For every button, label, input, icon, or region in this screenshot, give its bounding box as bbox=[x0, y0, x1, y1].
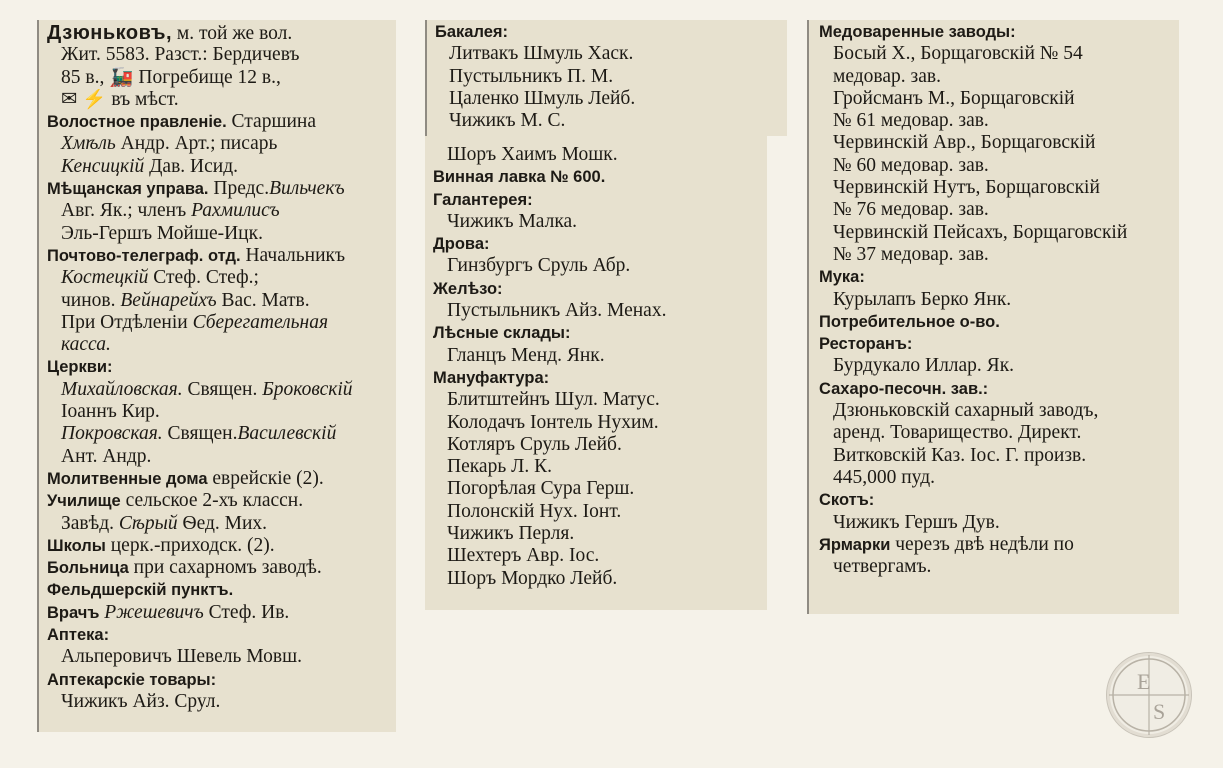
text-line bbox=[819, 43, 1173, 65]
text-line bbox=[435, 43, 781, 65]
text-line bbox=[47, 200, 390, 222]
text-line bbox=[433, 545, 761, 567]
text: 85 в., bbox=[61, 66, 110, 88]
text-line bbox=[433, 523, 761, 545]
column-middle-top bbox=[425, 20, 787, 136]
section-heading: Почтово-телеграф. отд. bbox=[47, 246, 241, 265]
section-heading: Сахаро-песочн. зав.: bbox=[819, 379, 989, 398]
text-line bbox=[819, 422, 1173, 444]
text: Чижикъ Перля. bbox=[447, 523, 575, 545]
text-line bbox=[433, 233, 761, 255]
text: четвергамъ. bbox=[833, 556, 932, 578]
section-heading: Аптека: bbox=[47, 626, 110, 645]
section-heading: Галантерея: bbox=[433, 190, 533, 209]
section-heading: Молитвенные дома bbox=[47, 469, 208, 488]
text-line bbox=[819, 378, 1173, 400]
text-line bbox=[47, 22, 390, 44]
text: Дзюньковскій сахарный заводъ, bbox=[833, 400, 1099, 422]
text-line bbox=[47, 267, 390, 289]
section-heading: Потребительное о-во. bbox=[819, 312, 1000, 331]
text-line bbox=[819, 489, 1173, 511]
text-line bbox=[47, 624, 390, 646]
mail-icon: ✉ bbox=[61, 88, 78, 110]
text-line bbox=[819, 132, 1173, 154]
text: Чижикъ Гершъ Дув. bbox=[833, 511, 1000, 533]
text: Жит. 5583. Разст.: Бердичевъ bbox=[61, 44, 300, 66]
text-line bbox=[819, 311, 1173, 333]
text-line bbox=[47, 557, 390, 579]
place-name: Дзюньковъ, bbox=[47, 22, 173, 44]
column-right bbox=[807, 20, 1179, 614]
text: Босый Х., Борщаговскій № 54 bbox=[833, 43, 1083, 65]
name: Броковскій bbox=[262, 378, 353, 400]
text: Червинскій Пейсахъ, Борщаговскій bbox=[833, 221, 1128, 243]
text-line bbox=[819, 534, 1173, 556]
text-line bbox=[433, 211, 761, 233]
text-line bbox=[819, 88, 1173, 110]
text-line bbox=[819, 266, 1173, 288]
text-line bbox=[433, 166, 761, 188]
name: Михайловская. bbox=[61, 378, 183, 400]
name: Сберегательная bbox=[192, 311, 329, 333]
seal-letter-e: E bbox=[1137, 669, 1151, 694]
text: Священ. bbox=[162, 423, 238, 445]
text: чинов. bbox=[61, 289, 121, 311]
text: При Отдѣленіи bbox=[61, 311, 193, 333]
text-line bbox=[47, 579, 390, 601]
text: Шехтеръ Авр. Іос. bbox=[447, 545, 600, 567]
text-line bbox=[819, 467, 1173, 489]
text-line bbox=[47, 423, 390, 445]
name: касса. bbox=[61, 334, 111, 356]
text-line bbox=[435, 21, 781, 43]
text-line bbox=[433, 501, 761, 523]
text-line bbox=[433, 389, 761, 411]
text-line bbox=[433, 144, 761, 166]
text: № 60 медовар. зав. bbox=[833, 154, 989, 176]
text-line bbox=[47, 290, 390, 312]
text: 445,000 пуд. bbox=[833, 466, 936, 488]
text: Червинскій Нутъ, Борщаговскій bbox=[833, 177, 1100, 199]
text-line bbox=[435, 110, 781, 132]
text-line bbox=[433, 322, 761, 344]
text: Іоаннъ Кир. bbox=[61, 401, 160, 423]
text: Блитштейнъ Шул. Матус. bbox=[447, 389, 660, 411]
text: Предс. bbox=[208, 178, 270, 200]
text-line bbox=[435, 66, 781, 88]
text: Бурдукало Иллар. Як. bbox=[833, 355, 1015, 377]
text: Погребище 12 в., bbox=[133, 66, 281, 88]
text: черезъ двѣ недѣли по bbox=[890, 533, 1074, 555]
text: Витковскій Каз. Іос. Г. произв. bbox=[833, 444, 1087, 466]
text: Священ. bbox=[182, 378, 263, 400]
text: Гинзбургъ Сруль Абр. bbox=[447, 255, 631, 277]
text-line bbox=[47, 312, 390, 334]
section-heading: Фельдшерскій пунктъ. bbox=[47, 581, 234, 600]
text: Пустыльникъ Айз. Менах. bbox=[447, 300, 667, 322]
name: Хмѣль bbox=[61, 133, 116, 155]
text: сельское 2-хъ классн. bbox=[120, 490, 304, 512]
text-line bbox=[47, 223, 390, 245]
text-line bbox=[819, 155, 1173, 177]
text-line bbox=[47, 133, 390, 155]
text: Червинскій Авр., Борщаговскій bbox=[833, 132, 1096, 154]
text: Эль-Гершъ Мойше-Ицк. bbox=[61, 222, 263, 244]
section-heading: Школы bbox=[47, 536, 106, 555]
text-line bbox=[47, 178, 390, 200]
text: Полонскій Нух. Іонт. bbox=[447, 500, 622, 522]
text-line bbox=[47, 513, 390, 535]
text-line bbox=[47, 446, 390, 468]
text: Начальникъ bbox=[240, 244, 346, 266]
section-heading: Мука: bbox=[819, 268, 865, 287]
section-heading: Волостное правленіе. bbox=[47, 113, 227, 132]
text-line bbox=[47, 44, 390, 66]
section-heading: Училище bbox=[47, 492, 121, 511]
text-line bbox=[433, 255, 761, 277]
text: Чижикъ Айз. Срул. bbox=[61, 690, 221, 712]
text: Шоръ Мордко Лейб. bbox=[447, 567, 618, 589]
text-line bbox=[47, 646, 390, 668]
name: Василевскій bbox=[237, 423, 337, 445]
section-heading: Мануфактура: bbox=[433, 368, 550, 387]
text: Чижикъ М. С. bbox=[449, 110, 566, 132]
name: Кенсицкій bbox=[61, 155, 145, 177]
section-heading: Больница bbox=[47, 559, 129, 578]
text-line bbox=[433, 345, 761, 367]
text: Пустыльникъ П. М. bbox=[449, 65, 614, 87]
text: Пекарь Л. К. bbox=[447, 456, 552, 478]
name: Костецкій bbox=[61, 267, 149, 289]
text: № 37 медовар. зав. bbox=[833, 243, 989, 265]
text: Старшина bbox=[226, 111, 317, 133]
section-heading: Бакалея: bbox=[435, 23, 509, 41]
text: Гланцъ Менд. Янк. bbox=[447, 344, 605, 366]
text: № 61 медовар. зав. bbox=[833, 110, 989, 132]
text-line bbox=[47, 602, 390, 624]
text-line bbox=[819, 244, 1173, 266]
name: Ржешевичъ bbox=[104, 601, 204, 623]
text-line bbox=[819, 222, 1173, 244]
text: Андр. Арт.; писарь bbox=[115, 133, 278, 155]
text-line bbox=[47, 356, 390, 378]
text-line bbox=[435, 88, 781, 110]
text-line bbox=[433, 456, 761, 478]
text-line bbox=[47, 669, 390, 691]
text: Стеф. Ив. bbox=[203, 601, 290, 623]
section-heading: Мѣщанская управа. bbox=[47, 180, 209, 199]
text: Ант. Андр. bbox=[61, 445, 152, 467]
seal-graphic bbox=[1107, 653, 1191, 737]
text-line bbox=[819, 66, 1173, 88]
text-line bbox=[433, 478, 761, 500]
text: Литвакъ Шмуль Хаск. bbox=[449, 43, 634, 65]
text: Погорѣлая Сура Герш. bbox=[447, 478, 635, 500]
text-line bbox=[47, 379, 390, 401]
text-line bbox=[819, 21, 1173, 43]
name: Рахмилисъ bbox=[191, 200, 280, 222]
text: церк.-приходск. (2). bbox=[105, 534, 275, 556]
text-line bbox=[47, 468, 390, 490]
text-line bbox=[433, 367, 761, 389]
text-line bbox=[819, 199, 1173, 221]
train-icon: 🚂 bbox=[109, 66, 134, 88]
column-left bbox=[37, 20, 396, 732]
text: Авг. Як.; членъ bbox=[61, 200, 192, 222]
column-middle-bottom bbox=[425, 136, 767, 610]
name: Покровская. bbox=[61, 423, 163, 445]
name: Вейнарейхъ bbox=[120, 289, 217, 311]
text-line bbox=[819, 333, 1173, 355]
text-line bbox=[47, 111, 390, 133]
text-line bbox=[819, 177, 1173, 199]
text: № 76 медовар. зав. bbox=[833, 199, 989, 221]
text: въ мѣст. bbox=[111, 88, 179, 110]
text-line bbox=[819, 110, 1173, 132]
text: Вас. Матв. bbox=[216, 289, 310, 311]
text-line bbox=[47, 89, 390, 111]
section-heading: Медоваренные заводы: bbox=[819, 23, 1016, 41]
section-heading: Дрова: bbox=[433, 235, 490, 254]
text: Гройсманъ М., Борщаговскій bbox=[833, 87, 1075, 109]
text-line bbox=[433, 434, 761, 456]
text: при сахарномъ заводѣ. bbox=[128, 557, 322, 579]
text-line bbox=[819, 400, 1173, 422]
es-watermark-seal bbox=[1106, 652, 1192, 738]
text: медовар. зав. bbox=[833, 65, 941, 87]
text: Колодачъ Іонтель Нухим. bbox=[447, 411, 659, 433]
text: Альперовичъ Шевель Мовш. bbox=[61, 646, 302, 668]
text-line bbox=[47, 401, 390, 423]
text-line bbox=[433, 278, 761, 300]
text: Цаленко Шмуль Лейб. bbox=[449, 87, 636, 109]
text-line bbox=[47, 535, 390, 557]
section-heading: Ярмарки bbox=[819, 535, 891, 554]
name: Вильчекъ bbox=[269, 178, 345, 200]
text-line bbox=[819, 556, 1173, 578]
text-line bbox=[47, 691, 390, 713]
text-line bbox=[47, 245, 390, 267]
text-line bbox=[819, 445, 1173, 467]
section-heading: Аптекарскіе товары: bbox=[47, 670, 217, 689]
telegraph-icon: ⚡ bbox=[77, 88, 112, 110]
text: Завѣд. bbox=[61, 512, 119, 534]
text-line bbox=[433, 412, 761, 434]
text: Шоръ Хаимъ Мошк. bbox=[447, 144, 618, 165]
text-line bbox=[433, 300, 761, 322]
text: Стеф. Стеф.; bbox=[148, 267, 259, 289]
text-line bbox=[433, 189, 761, 211]
text-line bbox=[819, 355, 1173, 377]
text: Дав. Исид. bbox=[144, 155, 239, 177]
text-line bbox=[819, 512, 1173, 534]
text-line bbox=[47, 156, 390, 178]
section-heading: Лѣсные склады: bbox=[433, 324, 571, 343]
text: м. той же вол. bbox=[172, 23, 293, 44]
name: Сѣрый bbox=[118, 512, 178, 534]
text: Курылапъ Берко Янк. bbox=[833, 288, 1012, 310]
text: аренд. Товарищество. Директ. bbox=[833, 422, 1082, 444]
text-line bbox=[47, 67, 390, 89]
section-heading: Скотъ: bbox=[819, 491, 875, 510]
seal-letter-s: S bbox=[1153, 699, 1166, 724]
text-line bbox=[819, 289, 1173, 311]
section-heading: Врачъ bbox=[47, 603, 100, 622]
text-line bbox=[47, 334, 390, 356]
section-heading: Желѣзо: bbox=[433, 279, 503, 298]
text-line bbox=[47, 490, 390, 512]
section-heading: Винная лавка № 600. bbox=[433, 168, 606, 187]
text: Ѳед. Мих. bbox=[177, 512, 268, 534]
text-line bbox=[433, 568, 761, 590]
section-heading: Церкви: bbox=[47, 358, 113, 377]
section-heading: Ресторанъ: bbox=[819, 335, 913, 354]
text: еврейскіе (2). bbox=[207, 467, 324, 489]
text: Чижикъ Малка. bbox=[447, 210, 578, 232]
text: Котляръ Сруль Лейб. bbox=[447, 433, 622, 455]
